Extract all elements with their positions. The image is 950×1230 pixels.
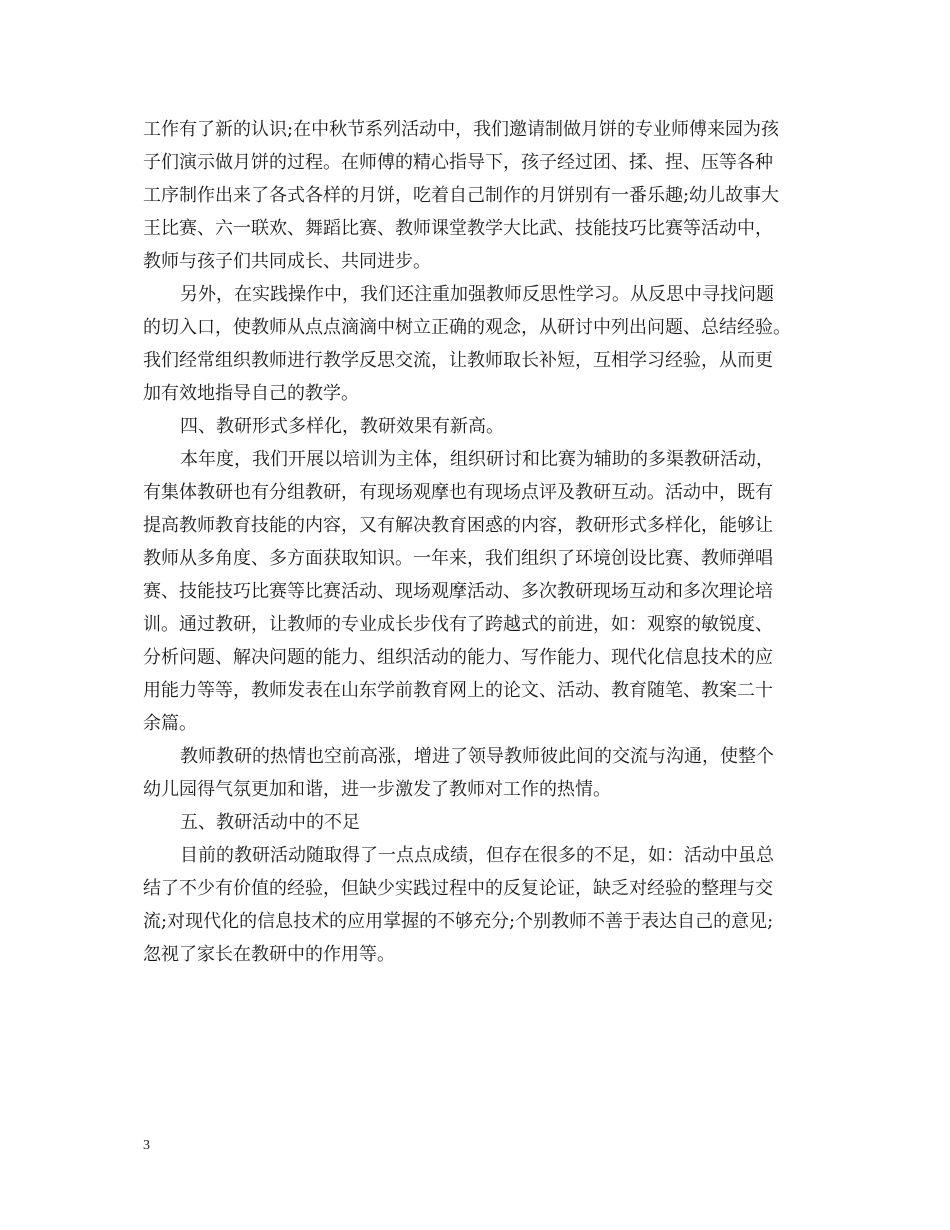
text-line: 提高教师教育技能的内容，又有解决教育困惑的内容，教研形式多样化，能够让 xyxy=(143,515,773,536)
text-line: 赛、技能技巧比赛等比赛活动、现场观摩活动、多次教研现场互动和多次理论培 xyxy=(143,581,773,602)
text-line: 工序制作出来了各式各样的月饼，吃着自己制作的月饼别有一番乐趣;幼儿故事大 xyxy=(143,185,780,206)
text-line: 余篇。 xyxy=(143,713,197,734)
text-line: 忽视了家长在教研中的作用等。 xyxy=(143,944,395,965)
text-line: 分析问题、解决问题的能力、组织活动的能力、写作能力、现代化信息技术的应 xyxy=(143,647,773,668)
document-body xyxy=(143,113,808,971)
text-line: 子们演示做月饼的过程。在师傅的精心指导下，孩子经过团、揉、捏、压等各种 xyxy=(143,152,773,173)
text-line: 五、教研活动中的不足 xyxy=(180,812,360,833)
text-line: 王比赛、六一联欢、舞蹈比赛、教师课堂教学大比武、技能技巧比赛等活动中， xyxy=(143,218,773,239)
text-line: 流;对现代化的信息技术的应用掌握的不够充分;个别教师不善于表达自己的意见; xyxy=(143,911,774,932)
page-number: 3 xyxy=(143,1138,150,1153)
text-line: 用能力等等，教师发表在山东学前教育网上的论文、活动、教育随笔、教案二十 xyxy=(143,680,773,701)
text-line: 工作有了新的认识;在中秋节系列活动中，我们邀请制做月饼的专业师傅来园为孩 xyxy=(143,119,780,140)
text-line: 有集体教研也有分组教研，有现场观摩也有现场点评及教研互动。活动中，既有 xyxy=(143,482,773,503)
text-line: 加有效地指导自己的教学。 xyxy=(143,383,359,404)
text-line: 另外，在实践操作中，我们还注重加强教师反思性学习。从反思中寻找问题 xyxy=(180,284,774,305)
text-line: 结了不少有价值的经验，但缺少实践过程中的反复论证，缺乏对经验的整理与交 xyxy=(143,878,773,899)
text-line: 教师教研的热情也空前高涨，增进了领导教师彼此间的交流与沟通，使整个 xyxy=(180,746,774,767)
text-line: 四、教研形式多样化，教研效果有新高。 xyxy=(180,416,504,437)
text-line: 教师与孩子们共同成长、共同进步。 xyxy=(143,251,431,272)
text-line: 目前的教研活动随取得了一点点成绩，但存在很多的不足，如：活动中虽总 xyxy=(180,845,774,866)
text-line: 训。通过教研，让教师的专业成长步伐有了跨越式的前进，如：观察的敏锐度、 xyxy=(143,614,773,635)
text-line: 我们经常组织教师进行教学反思交流，让教师取长补短，互相学习经验，从而更 xyxy=(143,350,773,371)
text-line: 本年度，我们开展以培训为主体，组织研讨和比赛为辅助的多渠教研活动， xyxy=(180,449,774,470)
text-line: 幼儿园得气氛更加和谐，进一步激发了教师对工作的热情。 xyxy=(143,779,611,800)
text-line: 教师从多角度、多方面获取知识。一年来，我们组织了环境创设比赛、教师弹唱 xyxy=(143,548,773,569)
text-line: 的切入口，使教师从点点滴滴中树立正确的观念，从研讨中列出问题、总结经验。 xyxy=(143,317,791,338)
